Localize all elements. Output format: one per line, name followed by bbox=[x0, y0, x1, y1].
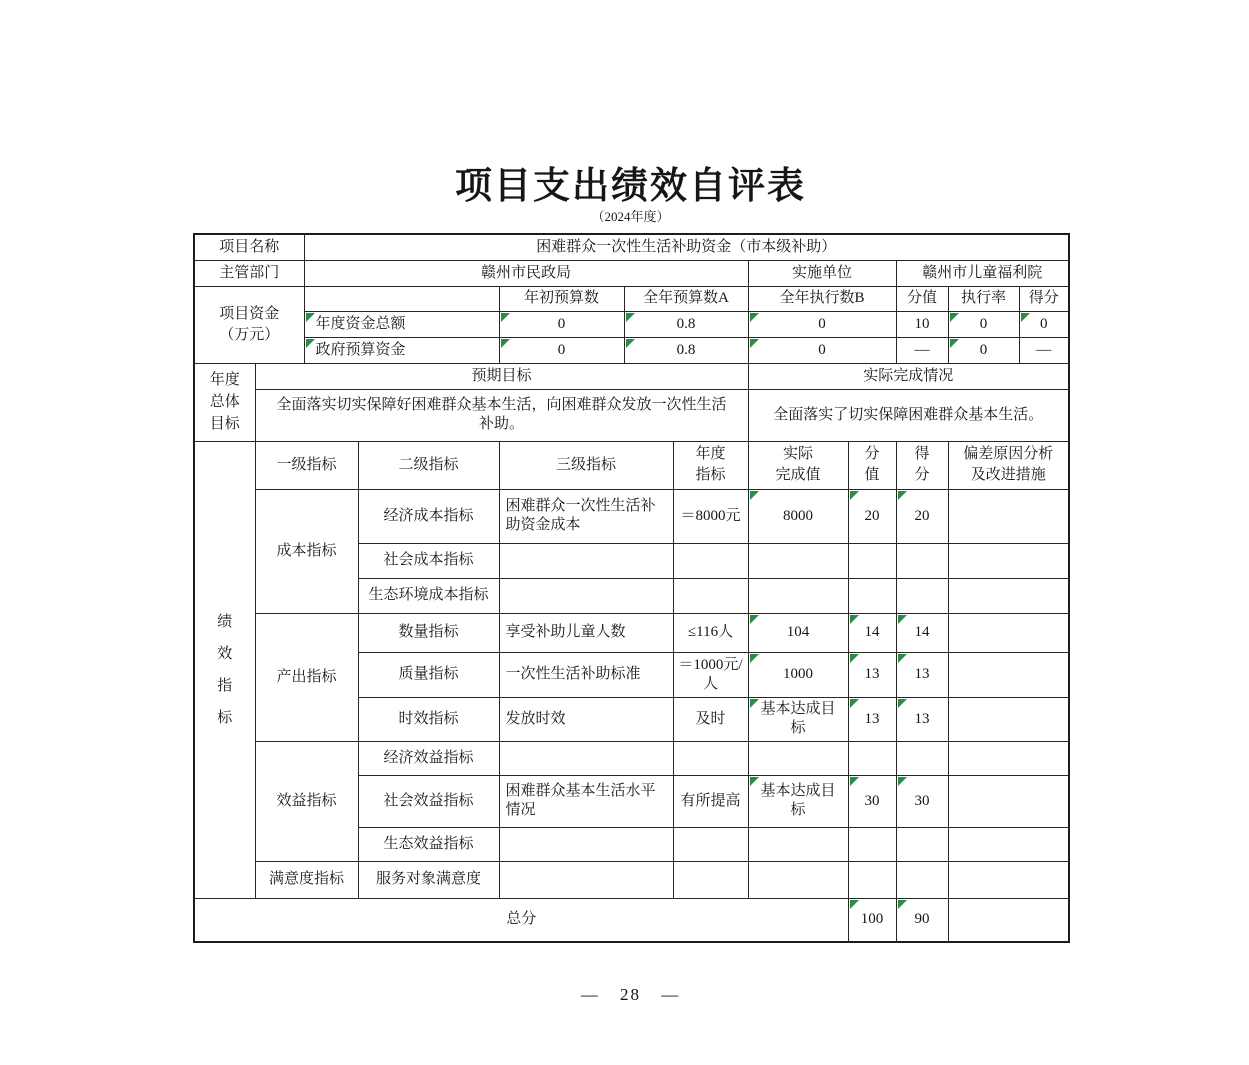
impl-label-cell: 实施单位 bbox=[748, 260, 896, 286]
funding-header-initial-budget: 年初预算数 bbox=[499, 286, 624, 311]
funding-header-annual-execution: 全年执行数B bbox=[748, 286, 896, 311]
indicator-annual-cell: 有所提高 bbox=[673, 775, 748, 827]
funding-value-cell: 10 bbox=[896, 311, 948, 337]
indicator-actual-cell bbox=[748, 861, 848, 898]
total-points-value-cell: 90 bbox=[896, 898, 948, 942]
indicator-actual-cell: 1000 bbox=[748, 652, 848, 697]
page-subtitle: （2024年度） bbox=[591, 209, 670, 224]
funding-header-points: 得分 bbox=[1019, 286, 1069, 311]
text-line: 标 bbox=[217, 709, 233, 726]
indicator-annual-cell bbox=[673, 861, 748, 898]
indicator-score-cell: 14 bbox=[848, 613, 896, 652]
indicator-annual-cell: 及时 bbox=[673, 697, 748, 741]
header-level3-indicator: 三级指标 bbox=[499, 441, 673, 489]
indicator-deviation-cell bbox=[948, 827, 1069, 861]
indicator-score-cell bbox=[848, 543, 896, 578]
indicator-l2-cell: 经济成本指标 bbox=[358, 489, 499, 543]
funding-value-cell: 0 bbox=[948, 311, 1019, 337]
text-line: 绩 bbox=[217, 613, 233, 630]
indicator-annual-cell bbox=[673, 741, 748, 775]
project-name-value-cell: 困难群众一次性生活补助资金（市本级补助） bbox=[304, 234, 1069, 260]
indicator-annual-cell: ≤116人 bbox=[673, 613, 748, 652]
page-number: — 28 — bbox=[580, 985, 681, 1004]
text-line: 得 bbox=[914, 446, 930, 462]
header-annual-indicator bbox=[673, 441, 748, 489]
funding-value-cell: 0 bbox=[1019, 311, 1069, 337]
indicator-annual-cell: ＝8000元 bbox=[673, 489, 748, 543]
indicator-points-cell bbox=[896, 741, 948, 775]
indicator-points-cell: 20 bbox=[896, 489, 948, 543]
indicator-actual-cell: 8000 bbox=[748, 489, 848, 543]
indicator-score-cell bbox=[848, 741, 896, 775]
dept-value-cell: 赣州市民政局 bbox=[304, 260, 748, 286]
annual-goal-label-cell bbox=[194, 363, 255, 441]
indicator-score-cell: 13 bbox=[848, 652, 896, 697]
indicator-annual-cell: ＝1000元/人 bbox=[673, 652, 748, 697]
indicator-annual-cell bbox=[673, 543, 748, 578]
header-actual-value bbox=[748, 441, 848, 489]
funding-value-cell: 0 bbox=[499, 311, 624, 337]
header-level1-indicator: 一级指标 bbox=[255, 441, 358, 489]
indicator-l3-cell bbox=[499, 741, 673, 775]
indicator-l2-cell: 数量指标 bbox=[358, 613, 499, 652]
expected-goal-header-cell: 预期目标 bbox=[255, 363, 748, 389]
header-score bbox=[848, 441, 896, 489]
indicator-l2-cell: 社会成本指标 bbox=[358, 543, 499, 578]
indicator-l2-cell: 时效指标 bbox=[358, 697, 499, 741]
indicator-l3-cell: 一次性生活补助标准 bbox=[499, 652, 673, 697]
indicator-points-cell: 30 bbox=[896, 775, 948, 827]
indicator-points-cell: 14 bbox=[896, 613, 948, 652]
indicator-group-cost-cell: 成本指标 bbox=[255, 489, 358, 613]
indicator-score-cell: 13 bbox=[848, 697, 896, 741]
indicator-l2-cell: 质量指标 bbox=[358, 652, 499, 697]
cell-text: 基本达成目标 bbox=[760, 783, 836, 818]
text-line: 效 bbox=[217, 645, 233, 662]
indicator-l2-cell: 生态环境成本指标 bbox=[358, 578, 499, 613]
indicator-group-output-cell: 产出指标 bbox=[255, 613, 358, 741]
indicator-group-benefit-cell: 效益指标 bbox=[255, 741, 358, 861]
dept-label-cell: 主管部门 bbox=[194, 260, 304, 286]
indicator-actual-cell bbox=[748, 697, 848, 741]
funding-header-score: 分值 bbox=[896, 286, 948, 311]
funding-value-cell: 0.8 bbox=[624, 337, 748, 363]
indicator-score-cell bbox=[848, 827, 896, 861]
actual-completion-header-cell: 实际完成情况 bbox=[748, 363, 1069, 389]
performance-section-label-cell bbox=[194, 441, 255, 898]
indicator-deviation-cell bbox=[948, 741, 1069, 775]
indicator-score-cell bbox=[848, 861, 896, 898]
indicator-points-cell: 13 bbox=[896, 697, 948, 741]
indicator-actual-cell bbox=[748, 578, 848, 613]
cell-text: 基本达成目标 bbox=[760, 701, 836, 736]
funding-label-cell bbox=[194, 286, 304, 363]
impl-value-cell: 赣州市儿童福利院 bbox=[896, 260, 1069, 286]
indicator-deviation-cell bbox=[948, 697, 1069, 741]
funding-blank-header-cell bbox=[304, 286, 499, 311]
funding-value-cell: — bbox=[1019, 337, 1069, 363]
indicator-deviation-cell bbox=[948, 775, 1069, 827]
text-line: 完成值 bbox=[775, 467, 821, 483]
indicator-points-cell bbox=[896, 543, 948, 578]
text-line: （万元） bbox=[219, 326, 280, 343]
text-line: 分 bbox=[914, 467, 930, 483]
indicator-deviation-cell bbox=[948, 613, 1069, 652]
actual-completion-text-cell: 全面落实了切实保障困难群众基本生活。 bbox=[748, 389, 1069, 441]
page-title: 项目支出绩效自评表 bbox=[455, 166, 806, 207]
indicator-annual-cell bbox=[673, 827, 748, 861]
text-line: 实际 bbox=[783, 446, 814, 462]
funding-value-cell: 0 bbox=[948, 337, 1019, 363]
indicator-deviation-cell bbox=[948, 861, 1069, 898]
indicator-l3-cell bbox=[499, 861, 673, 898]
text-line: 分 bbox=[864, 446, 880, 462]
indicator-points-cell bbox=[896, 827, 948, 861]
funding-header-execution-rate: 执行率 bbox=[948, 286, 1019, 311]
indicator-l3-cell: 困难群众一次性生活补助资金成本 bbox=[499, 489, 673, 543]
funding-value-cell: 0 bbox=[499, 337, 624, 363]
text-line: 目标 bbox=[209, 416, 240, 432]
indicator-deviation-cell bbox=[948, 578, 1069, 613]
indicator-actual-cell bbox=[748, 775, 848, 827]
text-line: 指标 bbox=[695, 467, 726, 483]
text-line: 指 bbox=[217, 677, 233, 694]
indicator-l3-cell bbox=[499, 578, 673, 613]
indicator-l3-cell: 享受补助儿童人数 bbox=[499, 613, 673, 652]
text-line: 项目资金 bbox=[219, 305, 280, 322]
text-line: 总体 bbox=[209, 394, 240, 410]
indicator-l3-cell: 困难群众基本生活水平情况 bbox=[499, 775, 673, 827]
text-line: 及改进措施 bbox=[970, 467, 1046, 483]
indicator-annual-cell bbox=[673, 578, 748, 613]
expected-goal-text-cell: 全面落实切实保障好困难群众基本生活，向困难群众发放一次性生活补助。 bbox=[255, 389, 748, 441]
indicator-l2-cell: 生态效益指标 bbox=[358, 827, 499, 861]
indicator-group-satisfaction-cell: 满意度指标 bbox=[255, 861, 358, 898]
text-line: 值 bbox=[864, 467, 880, 483]
self-evaluation-table bbox=[193, 233, 1070, 943]
indicator-deviation-cell bbox=[948, 543, 1069, 578]
indicator-l2-cell: 社会效益指标 bbox=[358, 775, 499, 827]
funding-row-label-cell: 政府预算资金 bbox=[304, 337, 499, 363]
total-deviation-cell bbox=[948, 898, 1069, 942]
indicator-l2-cell: 服务对象满意度 bbox=[358, 861, 499, 898]
funding-header-annual-budget: 全年预算数A bbox=[624, 286, 748, 311]
project-name-label-cell: 项目名称 bbox=[194, 234, 304, 260]
funding-value-cell: 0 bbox=[748, 311, 896, 337]
indicator-score-cell: 30 bbox=[848, 775, 896, 827]
text-line: 年度 bbox=[695, 446, 726, 462]
header-points bbox=[896, 441, 948, 489]
funding-value-cell: 0 bbox=[748, 337, 896, 363]
indicator-deviation-cell bbox=[948, 652, 1069, 697]
indicator-deviation-cell bbox=[948, 489, 1069, 543]
indicator-l3-cell bbox=[499, 827, 673, 861]
text-line: 年度 bbox=[209, 372, 240, 388]
total-score-value-cell: 100 bbox=[848, 898, 896, 942]
funding-value-cell: — bbox=[896, 337, 948, 363]
indicator-points-cell: 13 bbox=[896, 652, 948, 697]
indicator-actual-cell: 104 bbox=[748, 613, 848, 652]
text-line: 偏差原因分析 bbox=[963, 446, 1054, 462]
funding-row-label-cell: 年度资金总额 bbox=[304, 311, 499, 337]
funding-value-cell: 0.8 bbox=[624, 311, 748, 337]
indicator-actual-cell bbox=[748, 827, 848, 861]
indicator-points-cell bbox=[896, 578, 948, 613]
header-deviation-analysis bbox=[948, 441, 1069, 489]
indicator-l3-cell: 发放时效 bbox=[499, 697, 673, 741]
indicator-actual-cell bbox=[748, 741, 848, 775]
indicator-actual-cell bbox=[748, 543, 848, 578]
total-score-label-cell: 总分 bbox=[194, 898, 848, 942]
header-level2-indicator: 二级指标 bbox=[358, 441, 499, 489]
indicator-l3-cell bbox=[499, 543, 673, 578]
indicator-score-cell: 20 bbox=[848, 489, 896, 543]
indicator-score-cell bbox=[848, 578, 896, 613]
indicator-l2-cell: 经济效益指标 bbox=[358, 741, 499, 775]
indicator-points-cell bbox=[896, 861, 948, 898]
